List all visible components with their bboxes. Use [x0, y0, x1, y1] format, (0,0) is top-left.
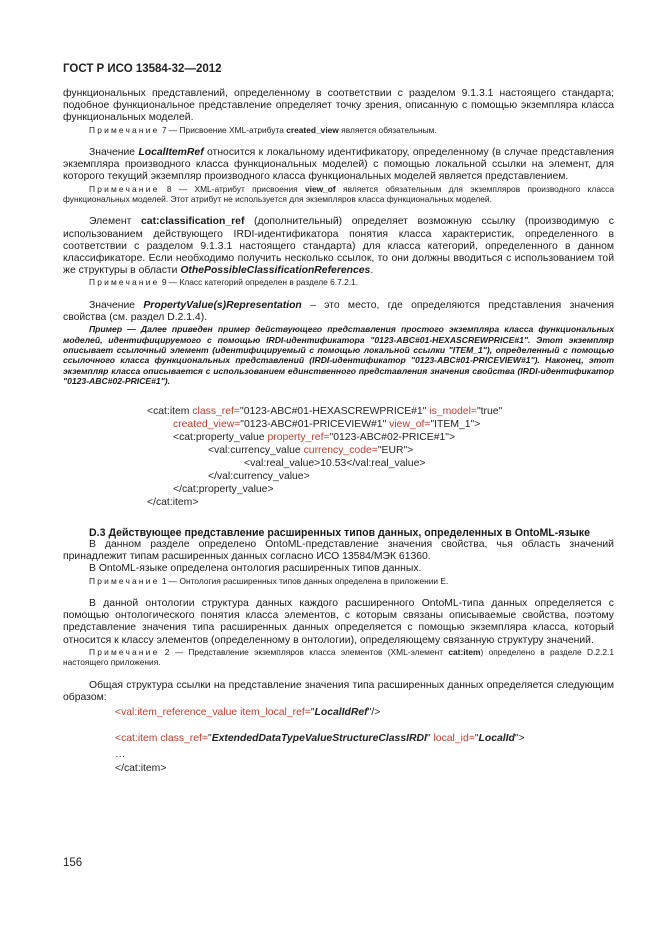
note-1	[63, 576, 614, 586]
note-label: Примечание	[89, 124, 160, 135]
paragraph: В данной онтологии структура данных каждого расширенного OntoML-типа данных определяется с помощью онтологического понятия класса элементов, с которым связаны описываемые свойства, поэтому представление значения типа расширенных данных определяется с помощью экземпляра класса, который относится к классу элементов (определенному в онтологии), определяющему связанную структуру значений.	[63, 597, 614, 646]
note-term: cat:item	[448, 646, 481, 657]
paragraph: функциональных представлений, определенному в соответствии с разделом 9.1.3.1 настоящего стандарта; подобное функциональное представление определяет точку зрения, описанную с помощью экземпляра класса функциональных моделей.	[63, 88, 614, 124]
paragraph-text: относится к локальному идентификатору, определенному (в случае представления экземпляра производного класса функциональных моделей) с помощью локальной ссылки на элемент, для которого текущий экземпляр производного класса функциональных моделей является представлением.	[63, 147, 614, 183]
note-label: Примечание	[89, 277, 160, 288]
paragraph-text: (дополнительный) определяет возможную ссылку (производимую с использованием действующего IRDI-идентификатора понятия класса характеристик, определенного в соответствии с разделом 9.1.3.1 настоящего стандарта) для класса категорий, определенного в данном классификаторе. Если необходимо получить несколько ссылок, то они должны вводиться с использованием той же структуры в области	[63, 216, 615, 277]
note-7	[63, 125, 614, 135]
note-label: Примечание	[89, 183, 160, 194]
note-label: Примечание	[89, 646, 160, 657]
code-line: </cat:property_value>	[173, 483, 274, 495]
note-number: 7	[161, 124, 167, 135]
note-number: 9	[161, 277, 167, 288]
term-classification-ref: cat:classification_ref	[141, 216, 245, 228]
page-content	[63, 88, 614, 778]
note-text: — Онтология расширенных типов данных определена в приложении Е.	[166, 575, 449, 586]
page-number: 156	[63, 857, 83, 869]
term-propertyvalue-representation: PropertyValue(s)Representation	[143, 299, 302, 311]
code-line: created_view="0123-ABC#01-PRICEVIEW#1" view_of="ITEM_1">	[173, 418, 481, 430]
code-line: …	[115, 748, 126, 760]
code-line: <val:currency_value currency_code="EUR">	[208, 444, 414, 456]
note-text: — Присвоение XML-атрибута	[166, 124, 287, 135]
term-localitemref: LocalItemRef	[138, 147, 204, 159]
note-term: view_of	[304, 183, 336, 194]
example-text: — Далее приведен пример действующего представления простого экземпляра класса функциональных моделей, идентифицируемого с помощью IRDI-идентификатора "0123-ABC#01-HEXASCREWPRICE#1". Этот экземпляр описывает ссылочный элемент (идентифицируемый с помощью локальной ссылки "ITEM_1"), определенный с помощью ссылочного класса функциональных представлений (IRDI-идентификатор "0123-ABC#01-PRICEVIEW#1"). Наконец, этот экземпляр класса описывается с использованием единственного представления значения свойства (IRDI-идентификатор "0123-ABC#02-PRICE#1").	[63, 324, 614, 387]
section-number: D.3	[89, 526, 106, 539]
paragraph-text: Элемент	[89, 216, 142, 228]
term-other-classification-refs: OthePossibleClassificationReferences	[180, 265, 371, 277]
note-number: 2	[164, 646, 170, 657]
paragraph	[63, 147, 614, 184]
code-line: <cat:item class_ref="0123-ABC#01-HEXASCREWPRICE#1" is_model="true"	[147, 405, 503, 417]
paragraph	[63, 300, 614, 324]
note-number: 8	[166, 183, 172, 194]
note-text: ) определено в разделе D.2.2.1 настоящего приложения.	[63, 646, 615, 668]
page-header: ГОСТ Р ИСО 13584-32—2012	[63, 63, 222, 75]
code-line: </cat:item>	[147, 496, 199, 508]
example-block	[63, 324, 614, 386]
code-sample-1	[63, 405, 614, 515]
code-line: <val:real_value>10.53</val:real_value>	[244, 457, 426, 469]
paragraph-text: Значение	[89, 147, 139, 159]
note-text: — Класс категорий определен в разделе 6.7.2.1.	[166, 277, 359, 288]
code-line: </val:currency_value>	[208, 470, 310, 482]
paragraph	[63, 216, 614, 277]
note-text: — Представление экземпляров класса элементов (XML-элемент	[169, 646, 449, 657]
paragraph: В данном разделе определено OntoML-представление значения свойства, чья область значений принадлежит типам расширенных данных согласно ИСО 13584/МЭК 61360.	[63, 538, 614, 563]
code-sample-2	[63, 706, 614, 778]
code-line: <cat:property_value property_ref="0123-ABC#02-PRICE#1">	[173, 431, 456, 443]
paragraph: Общая структура ссылки на представление значения типа расширенных данных определяется следующим образом:	[63, 679, 614, 703]
note-9	[63, 277, 614, 287]
paragraph-text: Значение	[89, 299, 144, 311]
note-text: является обязательным.	[338, 124, 437, 135]
note-number: 1	[161, 575, 167, 586]
paragraph-text: – это место, где определяются представления значения свойства (см. раздел D.2.1.4).	[63, 299, 614, 324]
note-text: является обязательным для экземпляров производного класса функциональных моделей. Этот атрибут не используется для экземпляров класса функциональных моделей.	[63, 183, 615, 205]
code-line: <val:item_reference_value item_local_ref="LocalIdRef"/>	[115, 706, 381, 718]
note-2	[63, 647, 614, 668]
note-label: Примечание	[89, 575, 160, 586]
code-line: </cat:item>	[115, 762, 167, 774]
example-label: Пример	[89, 324, 123, 335]
paragraph: В OntoML-языке определена онтология расширенных типов данных.	[89, 563, 422, 575]
note-term: created_view	[286, 124, 339, 135]
note-8	[63, 184, 614, 205]
paragraph-text: .	[370, 265, 374, 277]
section-heading-d3	[63, 527, 614, 539]
note-text: — XML-атрибут присвоения	[171, 183, 305, 194]
code-line: <cat:item class_ref="ExtendedDataTypeValueStructureClassIRDI" local_id="LocalId">	[115, 732, 525, 744]
section-title: Действующее представление расширенных типов данных, определенных в OntoML-языке	[108, 526, 590, 539]
